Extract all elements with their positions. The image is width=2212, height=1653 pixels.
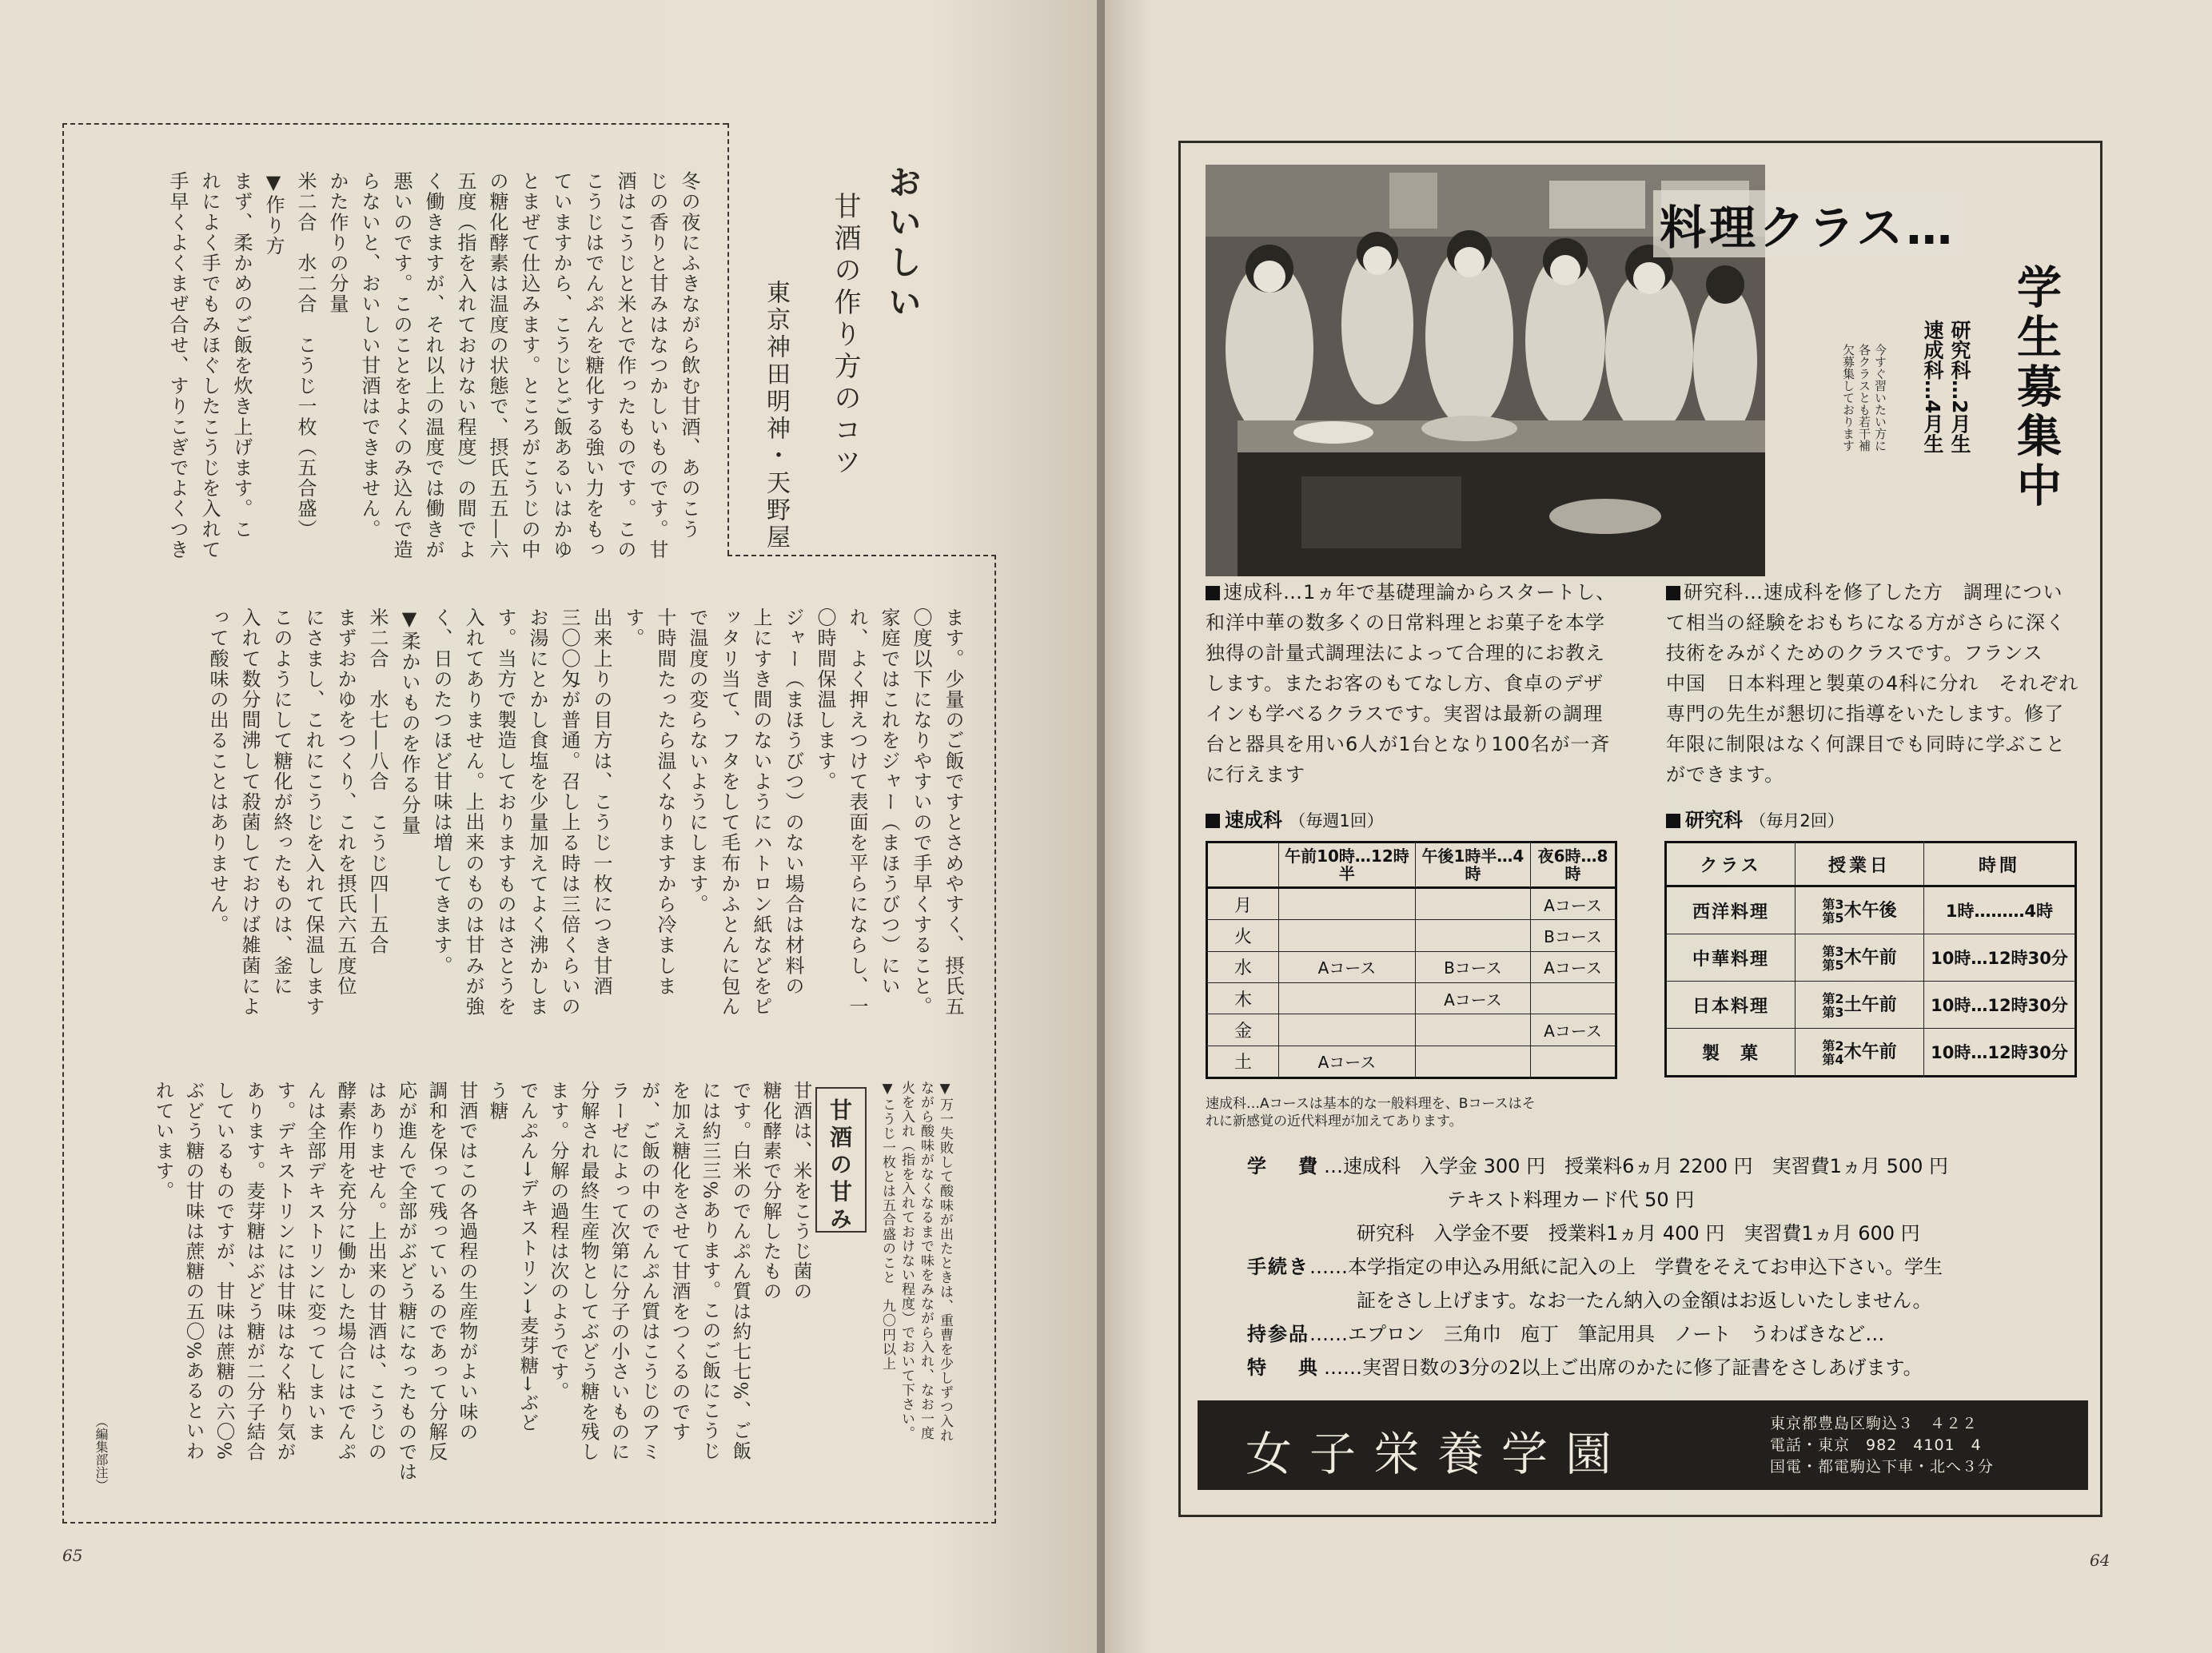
class-name-cell: 製 菓 <box>1666 1029 1796 1077</box>
text-column: とまぜて仕込みます。ところがこうじの中 <box>518 171 540 560</box>
sweetness-box-title: 甘酒の甘み <box>827 1098 853 1234</box>
fees-fast-course: …速成科 入学金 300 円 授業料6ヵ月 2200 円 実習費1ヵ月 500 円 <box>1324 1155 1949 1177</box>
weekday-cell: 火 <box>1207 920 1279 951</box>
text-column: す。当方で製造しておりますものはさとうを <box>494 607 516 1017</box>
school-address <box>1770 1413 1994 1478</box>
research-course-schedule-table <box>1664 841 2077 1077</box>
weekday-cell: 土 <box>1207 1046 1279 1077</box>
frame-top-left <box>62 123 727 125</box>
frame-right <box>994 555 996 1524</box>
fees-line-2: テキスト料理カード代 50 円 <box>1447 1189 1695 1211</box>
text-column: こうじはでんぷんを糖化する強い力をもっ <box>582 171 604 560</box>
course-cell <box>1279 920 1416 951</box>
course-cell <box>1531 1046 1616 1077</box>
frame-bottom <box>62 1522 996 1524</box>
recruit-note <box>1840 344 1888 452</box>
text-column: 三〇〇匁が普通。召し上る時は三倍くらいの <box>558 607 580 1017</box>
recruit-note-1: 今すぐ習いたい方に <box>1873 344 1887 452</box>
res-table-header-row <box>1666 842 2076 886</box>
res-table-header-day: 授業日 <box>1796 842 1924 886</box>
text-column: ます。分解の過程は次のようです。 <box>547 1081 570 1402</box>
square-bullet-icon <box>1666 586 1680 600</box>
text-column: 分解され最終生産物としてぶどう糖を残し <box>577 1081 600 1462</box>
course-cell: Bコース <box>1531 920 1616 951</box>
research-schedule-title: 研究科 <box>1685 809 1743 831</box>
week-numbers <box>1822 945 1843 972</box>
res-table-header-class: クラス <box>1666 842 1796 886</box>
address-line-2: 電話・東京 982 4101 4 <box>1770 1436 1982 1454</box>
page-number-left: 65 <box>62 1546 83 1565</box>
fast-table-header-row <box>1207 842 1616 888</box>
procedure-line-1 <box>1247 1250 2078 1284</box>
week-first: 第3 <box>1822 943 1844 959</box>
text-column: 甘酒は、米をこうじ菌の <box>790 1081 813 1302</box>
course-cell: Aコース <box>1531 951 1616 982</box>
text-column: はありません。上出来の甘酒は、こうじの <box>365 1081 388 1462</box>
sweetness-box <box>815 1087 867 1233</box>
text-column: しているものですが、甘味は蔗糖の六〇% <box>213 1081 236 1461</box>
text-column: にさまし、これにこうじを入れて保温します <box>302 607 325 1017</box>
text-column: ▼作り方 <box>262 171 285 257</box>
text-column: ていますから、こうじとご飯あるいはかゆ <box>550 171 572 560</box>
text-column: く、日のたつほど甘味は増してきます。 <box>430 607 452 976</box>
week-second: 第5 <box>1822 910 1844 926</box>
recruit-note-2: 各クラスとも若干補 <box>1857 344 1871 452</box>
fast-course-schedule-table <box>1206 841 1617 1079</box>
week-numbers <box>1822 1039 1843 1066</box>
recruit-line-research: 研究科…2月生 <box>1948 320 1971 454</box>
research-course-description <box>1666 577 2082 790</box>
text-column: このようにして糖化が終ったものは、釜に <box>270 607 293 997</box>
course-cell: Bコース <box>1415 951 1530 982</box>
fast-table-row <box>1207 920 1616 951</box>
fees-section <box>1247 1149 2078 1384</box>
text-column: でんぷん→デキストリン→麦芽糖→ぶど <box>516 1081 540 1433</box>
text-column: 入れて数分間沸して殺菌しておけば雑菌によ <box>238 607 261 1017</box>
course-cell <box>1279 1014 1416 1046</box>
procedure-line-2: 証をさし上げます。なお一たん納入の金額はお返しいたしません。 <box>1357 1289 1932 1312</box>
text-column: には約三三%あります。このご飯にこうじ <box>699 1081 722 1461</box>
note-line-2: ながら酸味がなくなるまで味をみながら入れ、なお一度 <box>918 1081 934 1440</box>
course-cell <box>1279 888 1416 920</box>
week-first: 第3 <box>1822 896 1844 912</box>
square-bullet-icon <box>1206 586 1220 600</box>
class-time-cell: 10時…12時30分 <box>1924 982 2076 1029</box>
bring-label: 持参品 <box>1247 1323 1309 1345</box>
text-column: らないと、おいしい甘酒はできません。 <box>358 171 381 540</box>
frame-step-horizontal <box>727 555 996 556</box>
course-cell: Aコース <box>1279 1046 1416 1077</box>
text-column: ます。少量のご飯ですとさめやすく、摂氏五 <box>942 607 964 1017</box>
editor-credit: （編集部注） <box>94 1415 109 1492</box>
fast-table-row <box>1207 1014 1616 1046</box>
class-name-cell: 日本料理 <box>1666 982 1796 1029</box>
class-day-cell <box>1796 982 1924 1029</box>
frame-step-vertical <box>727 123 729 555</box>
day-label: 木午後 <box>1843 900 1897 921</box>
course-note-line-1: 速成科…Aコースは基本的な一般料理を、Bコースはそ <box>1206 1096 1536 1112</box>
recruit-title: 学生募集中 <box>2010 264 2062 512</box>
fees-line-1 <box>1247 1149 2078 1183</box>
page-number-right: 64 <box>2090 1551 2110 1570</box>
privilege-line <box>1247 1351 2078 1384</box>
text-column: 出来上りの目方は、こうじ一枚につき甘酒 <box>590 607 612 997</box>
text-column: 上にすき間のないようにハトロン紙などをピ <box>750 607 772 1017</box>
text-column: 調和を保って残っているのであって分解反 <box>425 1081 448 1462</box>
res-table-header-time: 時間 <box>1924 842 2076 886</box>
text-column: かた作りの分量 <box>326 171 349 315</box>
day-label: 木午前 <box>1843 1042 1897 1062</box>
course-cell <box>1279 982 1416 1014</box>
class-name-cell: 西洋料理 <box>1666 886 1796 934</box>
text-column: 応が進んで全部がぶどう糖になったものでは <box>395 1081 418 1482</box>
recruit-details <box>1919 320 1973 453</box>
text-column: ぶどう糖の甘味は蔗糖の五〇%あるといわ <box>182 1081 205 1461</box>
weekday-cell: 月 <box>1207 888 1279 920</box>
text-column: 酵素作用を充分に働かした場合にはでんぷ <box>334 1081 357 1462</box>
fast-table-header-morning: 午前10時…12時半 <box>1279 842 1416 888</box>
class-time-cell: 1時………4時 <box>1924 886 2076 934</box>
text-column: あります。麦芽糖はぶどう糖が二分子結合 <box>243 1081 266 1462</box>
week-numbers <box>1822 898 1843 925</box>
fast-table-header-evening: 夜6時…8時 <box>1531 842 1616 888</box>
text-column: お湯にとかし食塩を少量加えてよく沸かしま <box>526 607 548 1017</box>
note-box <box>878 1081 955 1512</box>
recruit-note-3: 欠募集しております <box>1841 344 1855 452</box>
fast-table-header-afternoon: 午後1時半…4時 <box>1415 842 1530 888</box>
photo-title: 料理クラス… <box>1653 190 1962 257</box>
fast-table-row <box>1207 888 1616 920</box>
weekday-cell: 木 <box>1207 982 1279 1014</box>
course-cell <box>1415 920 1530 951</box>
text-column: す。デキストリンには甘味はなく粘り気が <box>273 1081 297 1462</box>
text-column: 甘酒ではこの各過程の生産物がよい味の <box>456 1081 479 1442</box>
text-column: まず、柔かめのご飯を炊き上げます。こ <box>230 171 253 540</box>
note-line-1: ▼万一失敗して酸味が出たときは、重曹を少しずつ入れ <box>937 1081 953 1443</box>
recruit-line-fast: 速成科…4月生 <box>1921 320 1944 454</box>
text-column: 米二合 水七―八合 こうじ四―五合 <box>366 607 389 956</box>
fast-schedule-subtitle: （毎週1回） <box>1289 811 1384 830</box>
bring-text: ……エプロン 三角巾 庖丁 筆記用具 ノート うわばきなど… <box>1309 1323 1885 1345</box>
res-table-row <box>1666 934 2076 982</box>
article-title-line1: おいしい <box>883 165 923 325</box>
text-column: 手早くよくまぜ合せ、すりこぎでよくつき <box>166 171 189 560</box>
text-column: 入れてありません。上出来のものは甘みが強 <box>462 607 484 1017</box>
text-column: 家庭ではこれをジャー（まほうびつ）にい <box>878 607 900 997</box>
course-cell: Aコース <box>1415 982 1530 1014</box>
week-second: 第4 <box>1822 1051 1844 1067</box>
text-column: れによく手でもみほぐしたこうじを入れて <box>198 171 221 560</box>
class-time-cell: 10時…12時30分 <box>1924 934 2076 982</box>
text-column: 〇度以下になりやすいので手早くすること。 <box>910 607 932 1017</box>
fast-table-row <box>1207 951 1616 982</box>
school-footer-bar <box>1198 1400 2088 1490</box>
course-cell <box>1531 982 1616 1014</box>
week-numbers <box>1822 992 1843 1019</box>
day-label: 土午前 <box>1843 994 1897 1015</box>
text-column: じの香りと甘みはなつかしいものです。甘 <box>646 171 668 560</box>
research-schedule-subtitle: （毎月2回） <box>1749 811 1844 830</box>
text-column: です。白米のでんぷん質は約七七%、ご飯 <box>729 1081 752 1461</box>
square-bullet-icon <box>1666 814 1680 828</box>
text-column: ▼柔かいものを作る分量 <box>398 607 420 836</box>
res-table-row <box>1666 982 2076 1029</box>
address-line-3: 国電・都電駒込下車・北へ３分 <box>1770 1458 1995 1476</box>
text-column: う糖 <box>486 1081 509 1121</box>
text-column: 五度（指を入れておけない程度）の間でよ <box>454 171 476 560</box>
class-day-cell <box>1796 1029 1924 1077</box>
note-line-3: 火を入れ（指を入れておけない程度）でおいて下さい。 <box>899 1081 915 1440</box>
text-column: ラーゼによって次第に分子の小さいものに <box>608 1081 631 1462</box>
text-column: く働きますが、それ以上の温度では働きが <box>422 171 444 560</box>
week-first: 第2 <box>1822 990 1844 1006</box>
class-time-cell: 10時…12時30分 <box>1924 1029 2076 1077</box>
text-column: 十時間たったら温くなりますから冷ましま <box>654 607 676 997</box>
text-column: れています。 <box>152 1081 175 1201</box>
week-second: 第3 <box>1822 1004 1844 1020</box>
school-name: 女子栄養学園 <box>1245 1427 1630 1481</box>
day-label: 木午前 <box>1843 947 1897 968</box>
weekday-cell: 金 <box>1207 1014 1279 1046</box>
text-column: で温度の変らないようにします。 <box>686 607 708 914</box>
text-column: ッタリ当て、フタをして毛布かふとんに包ん <box>718 607 740 1017</box>
fast-course-description <box>1206 577 1621 790</box>
text-column: 酒はこうじと米とで作ったものです。この <box>614 171 636 560</box>
note-line-4: ▼こうじ一枚とは五合盛のこと 九〇円以上 <box>879 1081 895 1371</box>
research-course-text: 研究科…速成科を修了した方 調理について相当の経験をおもちになる方がさらに深く技術をみがくためのクラスです。フランス 中国 日本料理と製菓の4科に分れ それぞれ専門の先生が懇切に指導をいたします。修了年限に制限はなく何課目でも同時に学ぶことができます。 <box>1666 581 2079 786</box>
privilege-label: 特 典 <box>1247 1356 1324 1379</box>
text-column: 悪いのです。このことをよくのみ込んで造 <box>390 171 413 560</box>
class-day-cell <box>1796 886 1924 934</box>
fees-label: 学 費 <box>1247 1155 1324 1177</box>
class-name-cell: 中華料理 <box>1666 934 1796 982</box>
fast-table-row <box>1207 982 1616 1014</box>
course-note <box>1206 1095 1536 1130</box>
res-table-row <box>1666 886 2076 934</box>
course-cell: Aコース <box>1279 951 1416 982</box>
square-bullet-icon <box>1206 814 1220 828</box>
text-column: まずおかゆをつくり、これを摂氏六五度位 <box>334 607 357 997</box>
text-column: を加え糖化をさせて甘酒をつくるのです <box>668 1081 691 1442</box>
procedure-label: 手続き <box>1247 1256 1309 1278</box>
text-column: ジャー（まほうびつ）のない場合は材料の <box>782 607 804 997</box>
course-note-line-2: れに新感覚の近代料理が加えてあります。 <box>1206 1113 1463 1129</box>
fast-course-text: 速成科…1ヵ年で基礎理論からスタートし、和洋中華の数多くの日常料理とお菓子を本学独得の計量式調理法によって合理的にお教えします。またお客のもてなし方、食卓のデザインも学べるクラスです。実習は最新の調理台と器具を用い6人が1台となり100名が一斉に行えます <box>1206 581 1616 786</box>
text-column: が、ご飯の中のでんぷん質はこうじのアミ <box>638 1081 661 1462</box>
week-first: 第2 <box>1822 1038 1844 1054</box>
course-cell: Aコース <box>1531 888 1616 920</box>
fast-schedule-heading <box>1206 804 1384 832</box>
class-day-cell <box>1796 934 1924 982</box>
weekday-cell: 水 <box>1207 951 1279 982</box>
text-column: れ、よく押えつけて表面を平らにならし、一 <box>846 607 868 1017</box>
text-column: の糖化酵素は温度の状態で、摂氏五五―六 <box>486 171 508 560</box>
week-second: 第5 <box>1822 957 1844 973</box>
text-column: 糖化酵素で分解したもの <box>759 1081 783 1302</box>
article-title-line2: 甘酒の作り方のコツ <box>829 192 861 480</box>
res-table-row <box>1666 1029 2076 1077</box>
address-line-1: 東京都豊島区駒込３ ４２２ <box>1770 1415 1979 1432</box>
article-byline: 東京神田明神・天野屋 <box>762 280 790 552</box>
left-page <box>0 0 1099 1653</box>
text-column: んは全部デキストリンに変ってしまいま <box>304 1081 327 1442</box>
bring-line <box>1247 1317 2078 1351</box>
research-schedule-heading <box>1666 804 1844 832</box>
text-column: す。 <box>622 607 644 649</box>
text-column: って酸味の出ることはありません。 <box>206 607 229 935</box>
text-column: 〇時間保温します。 <box>814 607 836 792</box>
fees-line-3: 研究科 入学金不要 授業料1ヵ月 400 円 実習費1ヵ月 600 円 <box>1357 1222 1920 1245</box>
text-column: 米二合 水二合 こうじ一枚（五合盛） <box>294 171 317 540</box>
privilege-text: ……実習日数の3分の2以上ご出席のかたに修了証書をさしあげます。 <box>1324 1356 1923 1379</box>
text-column: 冬の夜にふきながら飲む甘酒、あのこう <box>678 171 700 540</box>
fast-table-header-blank <box>1207 842 1279 888</box>
fast-table-row <box>1207 1046 1616 1077</box>
procedure-text-1: ……本学指定の申込み用紙に記入の上 学費をそえてお申込下さい。学生 <box>1309 1256 1943 1278</box>
course-cell <box>1415 1014 1530 1046</box>
frame-left <box>62 123 64 1524</box>
fast-schedule-title: 速成科 <box>1225 809 1282 831</box>
course-cell <box>1415 888 1530 920</box>
course-cell: Aコース <box>1531 1014 1616 1046</box>
course-cell <box>1415 1046 1530 1077</box>
